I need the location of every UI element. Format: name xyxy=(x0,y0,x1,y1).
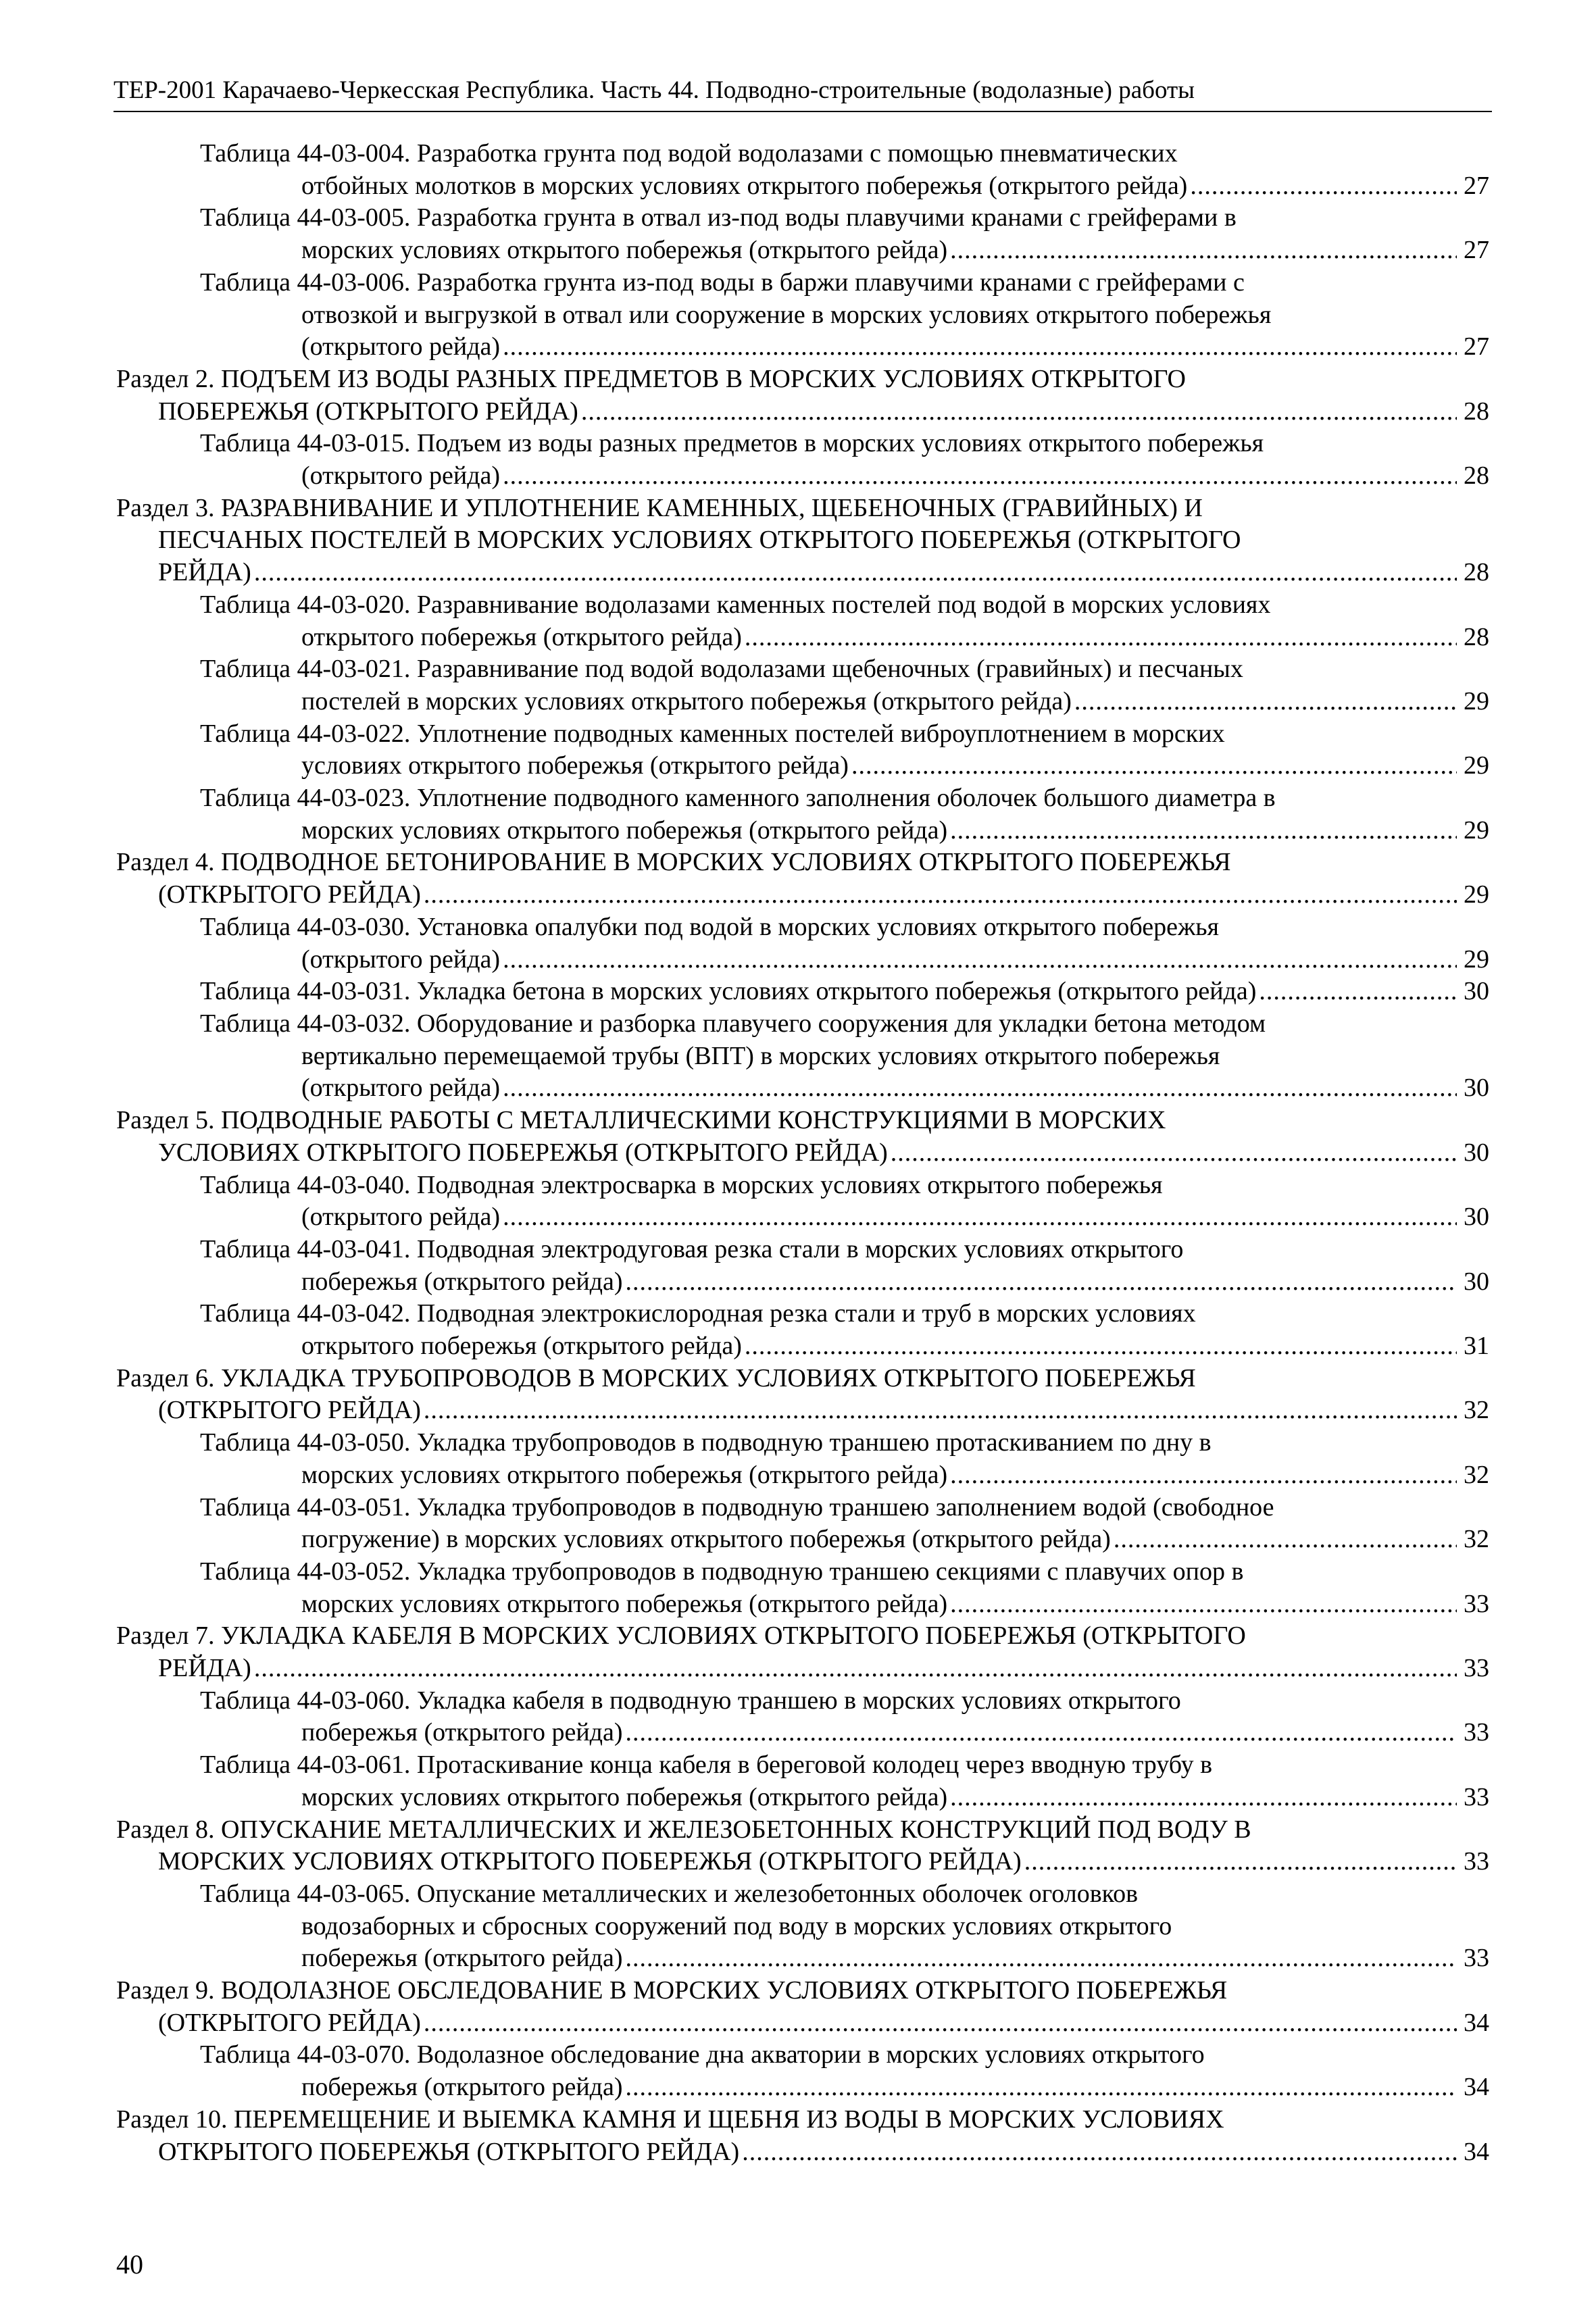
toc-table-entry xyxy=(200,1427,1489,1491)
toc-section-entry xyxy=(116,1814,1489,1878)
toc-page-number: 34 xyxy=(1464,2073,1489,2102)
toc-page-number: 34 xyxy=(1464,2137,1489,2166)
toc-entry-line xyxy=(200,234,1489,267)
toc-entry-text: постелей в морских условиях открытого побережья (открытого рейда) xyxy=(301,686,1072,715)
toc-page-number: 30 xyxy=(1464,1138,1489,1167)
dot-leader xyxy=(742,622,1457,654)
toc-page-number: 32 xyxy=(1464,1396,1489,1425)
toc-entry-line xyxy=(116,396,1489,428)
toc-entry-line: водозаборных и сбросных сооружений под воду в морских условиях открытого xyxy=(301,1911,1172,1940)
toc-entry-line xyxy=(200,1782,1489,1814)
toc-table-entry xyxy=(200,1685,1489,1749)
toc-entry-text: (открытого рейда) xyxy=(301,332,501,361)
dot-leader xyxy=(623,1266,1457,1299)
toc-section-entry xyxy=(116,1363,1489,1427)
table-of-contents xyxy=(0,138,1596,2168)
toc-page-number: 30 xyxy=(1464,977,1489,1006)
toc-entry-line xyxy=(200,1266,1489,1299)
toc-table-entry xyxy=(200,1298,1489,1362)
dot-leader xyxy=(947,1782,1457,1814)
toc-entry-text: побережья (открытого рейда) xyxy=(301,1944,623,1973)
dot-leader xyxy=(742,1330,1457,1363)
dot-leader xyxy=(623,1942,1457,1975)
toc-entry-text: (ОТКРЫТОГО РЕЙДА) xyxy=(158,1396,421,1425)
dot-leader xyxy=(1072,686,1457,718)
toc-entry-text: Таблица 44-03-031. Укладка бетона в морских условиях открытого побережья (открытого рейда) xyxy=(200,977,1257,1006)
toc-entry-text: (открытого рейда) xyxy=(301,945,501,974)
toc-entry-line: Таблица 44-03-065. Опускание металлических и железобетонных оболочек оголовков xyxy=(200,1879,1139,1908)
toc-table-entry xyxy=(200,1878,1489,1975)
toc-entry-text: (ОТКРЫТОГО РЕЙДА) xyxy=(158,880,421,909)
toc-entry-line xyxy=(200,622,1489,654)
toc-entry-line xyxy=(200,1201,1489,1234)
toc-entry-line: Раздел 6. УКЛАДКА ТРУБОПРОВОДОВ В МОРСКИХ УСЛОВИЯХ ОТКРЫТОГО ПОБЕРЕЖЬЯ xyxy=(116,1363,1196,1392)
toc-page-number: 34 xyxy=(1464,2008,1489,2037)
toc-entry-line xyxy=(116,2007,1489,2040)
toc-page-number: 32 xyxy=(1464,1460,1489,1489)
page-number: 40 xyxy=(116,2249,143,2280)
toc-entry-text: морских условиях открытого побережья (открытого рейда) xyxy=(301,1782,948,1811)
toc-table-entry xyxy=(200,1749,1489,1813)
toc-entry-line: Таблица 44-03-041. Подводная электродуговая резка стали в морских условиях открытого xyxy=(200,1234,1184,1263)
dot-leader xyxy=(1256,976,1457,1008)
toc-entry-text: погружение) в морских условиях открытого побережья (открытого рейда) xyxy=(301,1525,1111,1554)
toc-page-number: 33 xyxy=(1464,1944,1489,1973)
dot-leader xyxy=(1111,1524,1457,1556)
toc-table-entry xyxy=(200,428,1489,492)
toc-table-entry xyxy=(200,2039,1489,2103)
toc-page-number: 33 xyxy=(1464,1782,1489,1811)
dot-leader xyxy=(1022,1846,1457,1878)
toc-entry-line xyxy=(116,1137,1489,1169)
toc-entry-text: ПОБЕРЕЖЬЯ (ОТКРЫТОГО РЕЙДА) xyxy=(158,397,578,426)
toc-entry-text: УСЛОВИЯХ ОТКРЫТОГО ПОБЕРЕЖЬЯ (ОТКРЫТОГО РЕЙДА) xyxy=(158,1138,888,1167)
toc-section-entry xyxy=(116,847,1489,911)
dot-leader xyxy=(500,1072,1457,1105)
dot-leader xyxy=(739,2136,1457,2169)
dot-leader xyxy=(500,944,1457,976)
toc-table-entry xyxy=(200,911,1489,976)
toc-page-number: 33 xyxy=(1464,1718,1489,1747)
toc-entry-line: Раздел 3. РАЗРАВНИВАНИЕ И УПЛОТНЕНИЕ КАМЕННЫХ, ЩЕБЕНОЧНЫХ (ГРАВИЙНЫХ) И xyxy=(116,493,1203,522)
toc-entry-text: морских условиях открытого побережья (открытого рейда) xyxy=(301,236,948,265)
toc-entry-text: отбойных молотков в морских условиях открытого побережья (открытого рейда) xyxy=(301,171,1188,200)
toc-entry-line xyxy=(116,1846,1489,1878)
toc-table-entry xyxy=(200,1008,1489,1105)
dot-leader xyxy=(500,460,1457,493)
toc-entry-line xyxy=(200,976,1489,1008)
toc-entry-line xyxy=(200,1524,1489,1556)
dot-leader xyxy=(500,331,1457,363)
toc-entry-line: Раздел 8. ОПУСКАНИЕ МЕТАЛЛИЧЕСКИХ И ЖЕЛЕЗОБЕТОННЫХ КОНСТРУКЦИЙ ПОД ВОДУ В xyxy=(116,1815,1251,1844)
toc-entry-line xyxy=(200,750,1489,782)
toc-page-number: 28 xyxy=(1464,397,1489,426)
toc-entry-line xyxy=(200,460,1489,493)
toc-entry-line: Таблица 44-03-052. Укладка трубопроводов в подводную траншею секциями с плавучих опор в xyxy=(200,1557,1244,1586)
toc-entry-line: Таблица 44-03-004. Разработка грунта под водой водолазами с помощью пневматических xyxy=(200,139,1178,168)
toc-table-entry xyxy=(200,1169,1489,1234)
toc-entry-text: (открытого рейда) xyxy=(301,1203,501,1232)
toc-entry-text: побережья (открытого рейда) xyxy=(301,2073,623,2102)
toc-page-number: 29 xyxy=(1464,686,1489,715)
toc-entry-text: (открытого рейда) xyxy=(301,1074,501,1103)
toc-page-number: 29 xyxy=(1464,880,1489,909)
dot-leader xyxy=(578,396,1457,428)
toc-table-entry xyxy=(200,202,1489,266)
toc-page-number: 30 xyxy=(1464,1203,1489,1232)
toc-entry-line: Раздел 2. ПОДЪЕМ ИЗ ВОДЫ РАЗНЫХ ПРЕДМЕТОВ В МОРСКИХ УСЛОВИЯХ ОТКРЫТОГО xyxy=(116,364,1186,393)
toc-entry-line: Таблица 44-03-060. Укладка кабеля в подводную траншею в морских условиях открытого xyxy=(200,1686,1181,1715)
toc-entry-line xyxy=(116,1394,1489,1427)
toc-entry-line xyxy=(116,2136,1489,2169)
dot-leader xyxy=(947,1588,1457,1621)
dot-leader xyxy=(888,1137,1457,1169)
toc-entry-text: ОТКРЫТОГО ПОБЕРЕЖЬЯ (ОТКРЫТОГО РЕЙДА) xyxy=(158,2137,740,2166)
toc-entry-line xyxy=(116,879,1489,911)
dot-leader xyxy=(421,879,1457,911)
toc-entry-text: (открытого рейда) xyxy=(301,461,501,491)
toc-entry-line: Таблица 44-03-070. Водолазное обследование дна акватории в морских условиях открытого xyxy=(200,2040,1205,2069)
toc-entry-text: (ОТКРЫТОГО РЕЙДА) xyxy=(158,2008,421,2037)
toc-entry-text: условиях открытого побережья (открытого рейда) xyxy=(301,751,849,780)
toc-entry-line xyxy=(200,1330,1489,1363)
dot-leader xyxy=(947,1459,1457,1492)
toc-entry-line: Таблица 44-03-006. Разработка грунта из-под воды в баржи плавучими кранами с грейферами с xyxy=(200,268,1245,297)
dot-leader xyxy=(623,1717,1457,1749)
toc-entry-line xyxy=(200,170,1489,203)
toc-entry-line: Таблица 44-03-061. Протаскивание конца кабеля в береговой колодец через вводную трубу в xyxy=(200,1751,1213,1780)
toc-page-number: 33 xyxy=(1464,1654,1489,1683)
toc-page-number: 27 xyxy=(1464,236,1489,265)
toc-entry-line: Таблица 44-03-023. Уплотнение подводного каменного заполнения оболочек большого диаметра в xyxy=(200,784,1276,813)
toc-entry-line: отвозкой и выгрузкой в отвал или сооружение в морских условиях открытого побережья xyxy=(301,300,1272,329)
toc-page-number: 31 xyxy=(1464,1332,1489,1361)
dot-leader xyxy=(849,750,1457,782)
toc-entry-line: Раздел 10. ПЕРЕМЕЩЕНИЕ И ВЫЕМКА КАМНЯ И ЩЕБНЯ ИЗ ВОДЫ В МОРСКИХ УСЛОВИЯХ xyxy=(116,2105,1224,2134)
toc-section-entry xyxy=(116,363,1489,428)
toc-page-number: 28 xyxy=(1464,461,1489,491)
toc-entry-text: побережья (открытого рейда) xyxy=(301,1267,623,1296)
toc-entry-line xyxy=(200,1072,1489,1105)
toc-page-number: 33 xyxy=(1464,1589,1489,1618)
toc-table-entry xyxy=(200,589,1489,653)
toc-entry-line: Таблица 44-03-005. Разработка грунта в отвал из-под воды плавучими кранами с грейферами в xyxy=(200,203,1237,232)
toc-entry-text: побережья (открытого рейда) xyxy=(301,1718,623,1747)
toc-table-entry xyxy=(200,1492,1489,1556)
toc-entry-line: Раздел 5. ПОДВОДНЫЕ РАБОТЫ С МЕТАЛЛИЧЕСКИМИ КОНСТРУКЦИЯМИ В МОРСКИХ xyxy=(116,1106,1166,1135)
page-header: ТЕР-2001 Карачаево-Черкесская Республика. Часть 44. Подводно-строительные (водолазные) работы xyxy=(114,76,1195,104)
toc-table-entry xyxy=(200,1234,1489,1298)
toc-table-entry xyxy=(200,1556,1489,1620)
toc-entry-text: РЕЙДА) xyxy=(158,558,251,587)
toc-table-entry xyxy=(200,138,1489,202)
toc-entry-text: РЕЙДА) xyxy=(158,1654,251,1683)
toc-entry-line: ПЕСЧАНЫХ ПОСТЕЛЕЙ В МОРСКИХ УСЛОВИЯХ ОТКРЫТОГО ПОБЕРЕЖЬЯ (ОТКРЫТОГО xyxy=(158,526,1241,555)
toc-entry-text: морских условиях открытого побережья (открытого рейда) xyxy=(301,1460,948,1489)
toc-entry-line: Таблица 44-03-030. Установка опалубки под водой в морских условиях открытого побережья xyxy=(200,912,1220,941)
toc-table-entry xyxy=(200,782,1489,847)
toc-table-entry xyxy=(200,267,1489,363)
dot-leader xyxy=(251,557,1457,589)
toc-entry-text: МОРСКИХ УСЛОВИЯХ ОТКРЫТОГО ПОБЕРЕЖЬЯ (ОТКРЫТОГО РЕЙДА) xyxy=(158,1847,1022,1876)
toc-entry-line: Таблица 44-03-015. Подъем из воды разных предметов в морских условиях открытого побережья xyxy=(200,429,1264,458)
toc-page-number: 29 xyxy=(1464,815,1489,845)
toc-table-entry xyxy=(200,718,1489,782)
toc-page-number: 33 xyxy=(1464,1847,1489,1876)
toc-page-number: 28 xyxy=(1464,622,1489,651)
toc-entry-text: открытого побережья (открытого рейда) xyxy=(301,1332,742,1361)
toc-page-number: 30 xyxy=(1464,1267,1489,1296)
toc-entry-text: открытого побережья (открытого рейда) xyxy=(301,622,742,651)
toc-page-number: 28 xyxy=(1464,558,1489,587)
toc-entry-line: Таблица 44-03-040. Подводная электросварка в морских условиях открытого побережья xyxy=(200,1170,1163,1199)
toc-entry-line: Таблица 44-03-020. Разравнивание водолазами каменных постелей под водой в морских условиях xyxy=(200,590,1271,619)
dot-leader xyxy=(500,1201,1457,1234)
dot-leader xyxy=(1187,170,1457,203)
toc-entry-line: Таблица 44-03-021. Разравнивание под водой водолазами щебеночных (гравийных) и песчаных xyxy=(200,655,1243,684)
toc-page-number: 27 xyxy=(1464,332,1489,361)
toc-entry-line: Таблица 44-03-051. Укладка трубопроводов в подводную траншею заполнением водой (свободное xyxy=(200,1492,1274,1521)
dot-leader xyxy=(251,1653,1457,1685)
toc-entry-line xyxy=(200,944,1489,976)
toc-entry-line: Таблица 44-03-050. Укладка трубопроводов в подводную траншею протаскиванием по дну в xyxy=(200,1428,1212,1457)
toc-entry-line: Таблица 44-03-042. Подводная электрокислородная резка стали и труб в морских условиях xyxy=(200,1299,1196,1328)
dot-leader xyxy=(947,815,1457,847)
toc-entry-line: вертикально перемещаемой трубы (ВПТ) в морских условиях открытого побережья xyxy=(301,1041,1220,1070)
toc-section-entry xyxy=(116,493,1489,589)
toc-entry-line xyxy=(200,1588,1489,1621)
toc-page-number: 30 xyxy=(1464,1074,1489,1103)
toc-entry-line: Таблица 44-03-022. Уплотнение подводных каменных постелей виброуплотнением в морских xyxy=(200,719,1225,748)
toc-entry-text: морских условиях открытого побережья (открытого рейда) xyxy=(301,1589,948,1618)
toc-page-number: 32 xyxy=(1464,1525,1489,1554)
toc-entry-line xyxy=(116,557,1489,589)
toc-entry-line xyxy=(200,2071,1489,2104)
toc-entry-line xyxy=(200,1942,1489,1975)
toc-entry-line: Раздел 4. ПОДВОДНОЕ БЕТОНИРОВАНИЕ В МОРСКИХ УСЛОВИЯХ ОТКРЫТОГО ПОБЕРЕЖЬЯ xyxy=(116,848,1231,877)
toc-entry-line xyxy=(116,1653,1489,1685)
dot-leader xyxy=(623,2071,1457,2104)
toc-entry-line xyxy=(200,331,1489,363)
toc-table-entry xyxy=(200,976,1489,1008)
dot-leader xyxy=(421,1394,1457,1427)
toc-section-entry xyxy=(116,1105,1489,1169)
toc-section-entry xyxy=(116,1975,1489,2039)
toc-table-entry xyxy=(200,653,1489,718)
toc-entry-line xyxy=(200,815,1489,847)
toc-entry-line xyxy=(200,1459,1489,1492)
toc-page-number: 27 xyxy=(1464,171,1489,200)
header-rule xyxy=(114,111,1492,112)
dot-leader xyxy=(421,2007,1457,2040)
toc-page-number: 29 xyxy=(1464,945,1489,974)
toc-section-entry xyxy=(116,1620,1489,1684)
toc-entry-line xyxy=(200,1717,1489,1749)
toc-entry-line: Раздел 7. УКЛАДКА КАБЕЛЯ В МОРСКИХ УСЛОВИЯХ ОТКРЫТОГО ПОБЕРЕЖЬЯ (ОТКРЫТОГО xyxy=(116,1621,1246,1651)
toc-section-entry xyxy=(116,2104,1489,2168)
toc-entry-line xyxy=(200,686,1489,718)
toc-page-number: 29 xyxy=(1464,751,1489,780)
toc-entry-text: морских условиях открытого побережья (открытого рейда) xyxy=(301,815,948,845)
toc-entry-line: Раздел 9. ВОДОЛАЗНОЕ ОБСЛЕДОВАНИЕ В МОРСКИХ УСЛОВИЯХ ОТКРЫТОГО ПОБЕРЕЖЬЯ xyxy=(116,1976,1228,2005)
dot-leader xyxy=(947,234,1457,267)
toc-entry-line: Таблица 44-03-032. Оборудование и разборка плавучего сооружения для укладки бетона методом xyxy=(200,1009,1266,1038)
